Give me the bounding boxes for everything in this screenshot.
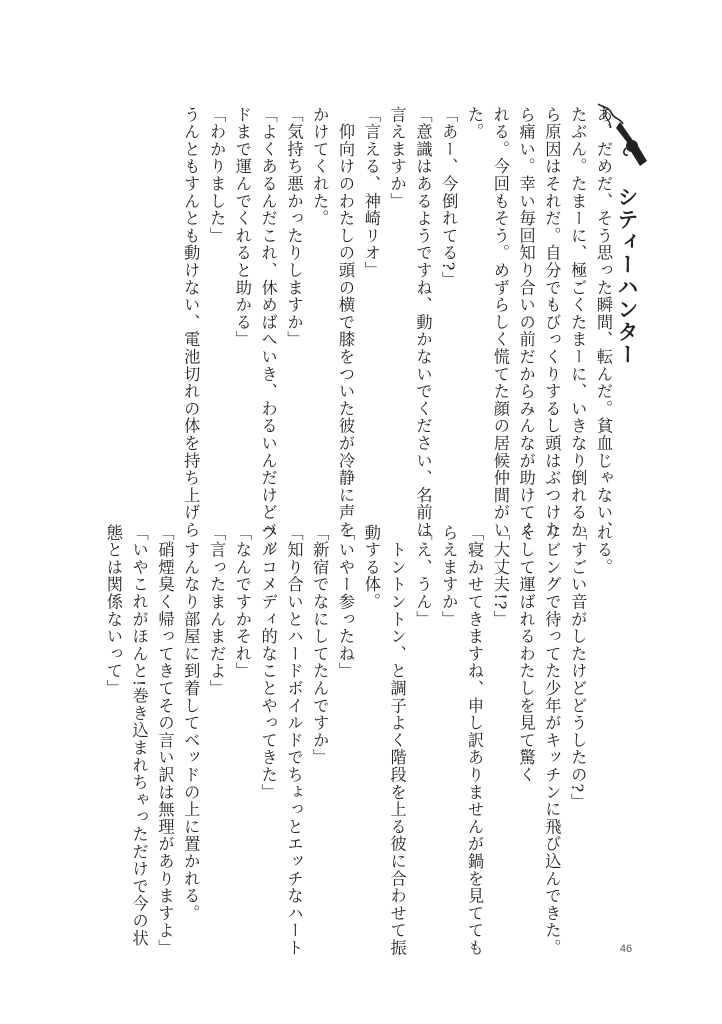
text-line: 言えますか」 [387, 106, 407, 210]
text-line: あ、だめだ、そう思った瞬間、転んだ。貧血じゃない、 [594, 106, 613, 539]
text-line: 「硝煙臭く帰ってきてその言い訳は無理がありますよ」 [155, 524, 175, 957]
text-line: 「寝かせてきますね、申し訳ありませんが鍋を見てても [465, 524, 485, 957]
text-line: らえますか」 [439, 524, 459, 628]
text-line: 「言ったまんまだよ」 [207, 524, 227, 697]
text-line: すんなり部屋に到着してベッドの上に置かれる。 [181, 524, 201, 922]
text-line: そして運ばれるわたしを見て驚く [516, 524, 536, 784]
text-line: フルコメディ的なことやってきた」 [258, 524, 278, 801]
chapter-title: シティーハンター [615, 186, 639, 366]
text-line: 「わかりました」 [207, 106, 227, 245]
text-line: 態とは関係ないって」 [103, 524, 123, 697]
text-line: 「大丈夫!?」 [490, 524, 510, 628]
text-line: 「気持ち悪かったりしますか」 [284, 106, 304, 349]
text-line: ドまで運んでくれると助かる」 [232, 106, 252, 349]
text-line: トントントン、と調子よく階段を上る彼に合わせて振 [387, 524, 407, 957]
body-text-lower [96, 524, 616, 957]
text-line: リビングで待ってた少年がキッチンに飛び込んできた。 [542, 524, 562, 957]
text-line: 「あー、今倒れてる?」 [439, 106, 459, 289]
text-line: 「新宿でなにしてたんですか」 [310, 524, 330, 767]
text-line: 「いやー参ったね」 [336, 524, 356, 680]
text-line: 仰向けのわたしの頭の横で膝をついた彼が冷静に声を [336, 106, 356, 539]
page-number: 46 [619, 943, 633, 955]
text-line: 「よくあるんだこれ、休めばへいき、わるいんだけどベッ [258, 106, 278, 556]
text-line: たぶん。たまーに、極ごくたまーに、いきなり倒れるか [568, 106, 588, 539]
text-line: 「なんですかそれ」 [232, 524, 252, 680]
text-line: た。 [465, 106, 485, 141]
text-line: 「言える、神崎リオ」 [361, 106, 381, 279]
text-line: うんともすんとも動けない、電池切れの体を持ち上げら [181, 106, 201, 539]
text-line: 「知り合いとハードボイルドでちょっとエッチなハート [284, 524, 304, 957]
text-line: ら痛い。幸い毎回知り合いの前だからみんなが助けてく [516, 106, 536, 539]
text-line: れる。 [594, 524, 613, 576]
text-line: 「いやこれがほんと!巻き込まれちゃっただけで今の状 [129, 524, 149, 947]
text-line: れる。今回もそう。めずらしく慌てた顔の居候仲間がい [490, 106, 510, 539]
text-line: 「すごい音がしたけどどうしたの?」 [568, 524, 588, 811]
text-line: かけてくれた。 [310, 106, 330, 228]
body-text-upper [96, 106, 616, 556]
text-line: 動する体。 [361, 524, 381, 611]
text-line: 「意識はあるようですね、動かないでください、名前は [413, 106, 433, 539]
text-line: 「え、うん」 [413, 524, 433, 628]
text-line: ら原因はそれだ。自分でもびっくりするし頭はぶつけた [542, 106, 562, 539]
